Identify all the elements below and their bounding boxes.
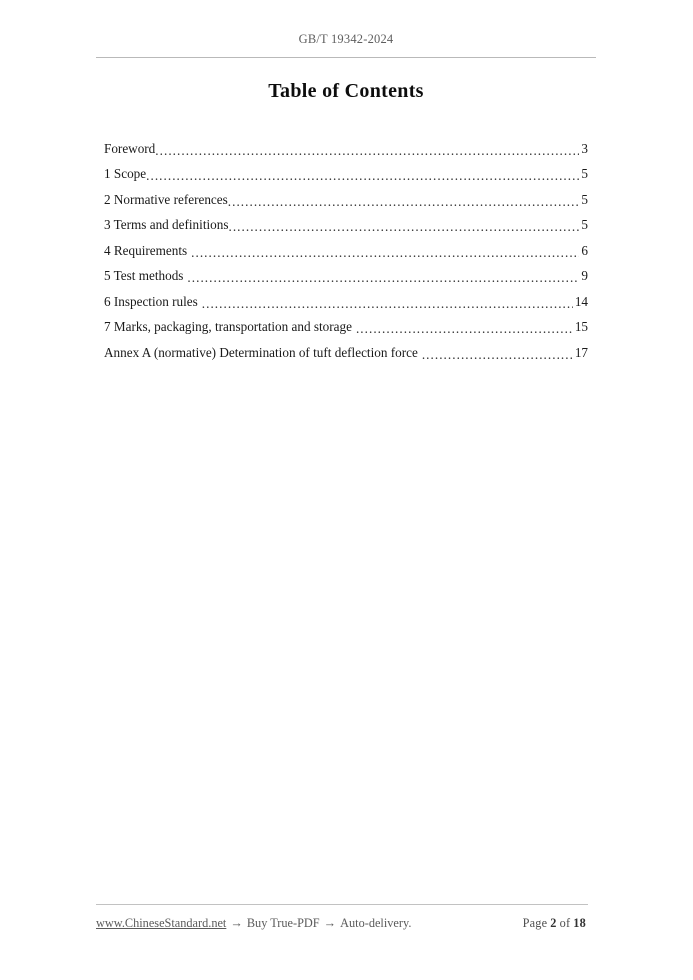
chinesestandard-link[interactable]: www.ChineseStandard.net [96, 915, 227, 930]
footer-promo-buy: Buy True-PDF [246, 915, 320, 930]
arrow-right-icon-2: → [323, 915, 337, 930]
toc-entry-label: Annex A (normative) Determination of tuft deflection force [104, 344, 418, 360]
running-header [96, 30, 596, 48]
toc-entry-page-number: 17 [574, 344, 588, 360]
toc-entry[interactable] [104, 311, 588, 337]
footer-promo-delivery: Auto-delivery. [340, 915, 412, 930]
toc-leader-dots [356, 321, 573, 336]
toc-entry-page-number: 5 [581, 166, 588, 181]
toc-entry-label: 2 Normative references [104, 191, 228, 207]
toc-leader-dots [228, 194, 580, 209]
toc-leader-dots [146, 168, 579, 183]
toc-entry[interactable] [104, 234, 588, 260]
toc-leader-dots [155, 143, 579, 158]
toc-entry-label: 6 Inspection rules [104, 293, 198, 309]
toc-entry-label: 7 Marks, packaging, transportation and storage [104, 319, 352, 334]
toc-entry[interactable] [104, 260, 588, 286]
toc-entry[interactable] [104, 336, 588, 362]
header-divider [96, 57, 596, 58]
toc-leader-dots [228, 219, 579, 234]
arrow-right-icon-1: → [230, 915, 243, 930]
toc-entry-page-number: 15 [574, 319, 588, 334]
page-label: Page [522, 915, 548, 930]
toc-entry-page-number: 5 [581, 191, 588, 207]
toc-entry-page-number: 3 [581, 140, 588, 156]
toc-entry-page-number: 5 [581, 217, 588, 232]
toc-leader-dots [187, 270, 579, 285]
toc-entry[interactable] [104, 285, 588, 311]
toc-entry[interactable] [104, 209, 588, 235]
toc-entry-page-number: 6 [581, 242, 588, 258]
page-indicator [522, 916, 588, 931]
toc-entry-label: 5 Test methods [104, 268, 184, 283]
footer-divider [96, 904, 588, 905]
toc-entry-label: 4 Requirements [104, 242, 188, 258]
page-footer [96, 913, 588, 933]
toc-entry-label: Foreword [104, 140, 156, 156]
table-of-contents [104, 132, 588, 362]
current-page-number: 2 [550, 915, 557, 930]
toc-entry-label: 3 Terms and definitions [104, 217, 229, 232]
toc-entry-page-number: 14 [574, 293, 588, 309]
standard-code: GB/T 19342-2024 [298, 32, 394, 46]
total-page-number: 18 [573, 915, 586, 930]
toc-leader-dots [191, 245, 579, 260]
footer-promo [96, 916, 411, 931]
toc-leader-dots [202, 296, 573, 311]
toc-entry-page-number: 9 [581, 268, 588, 283]
of-label: of [559, 915, 571, 930]
toc-entry-label: 1 Scope [104, 166, 147, 181]
page-title: Table of Contents [268, 80, 424, 102]
toc-leader-dots [422, 347, 573, 362]
toc-entry[interactable] [104, 158, 588, 184]
toc-entry[interactable] [104, 132, 588, 158]
toc-entry[interactable] [104, 183, 588, 209]
